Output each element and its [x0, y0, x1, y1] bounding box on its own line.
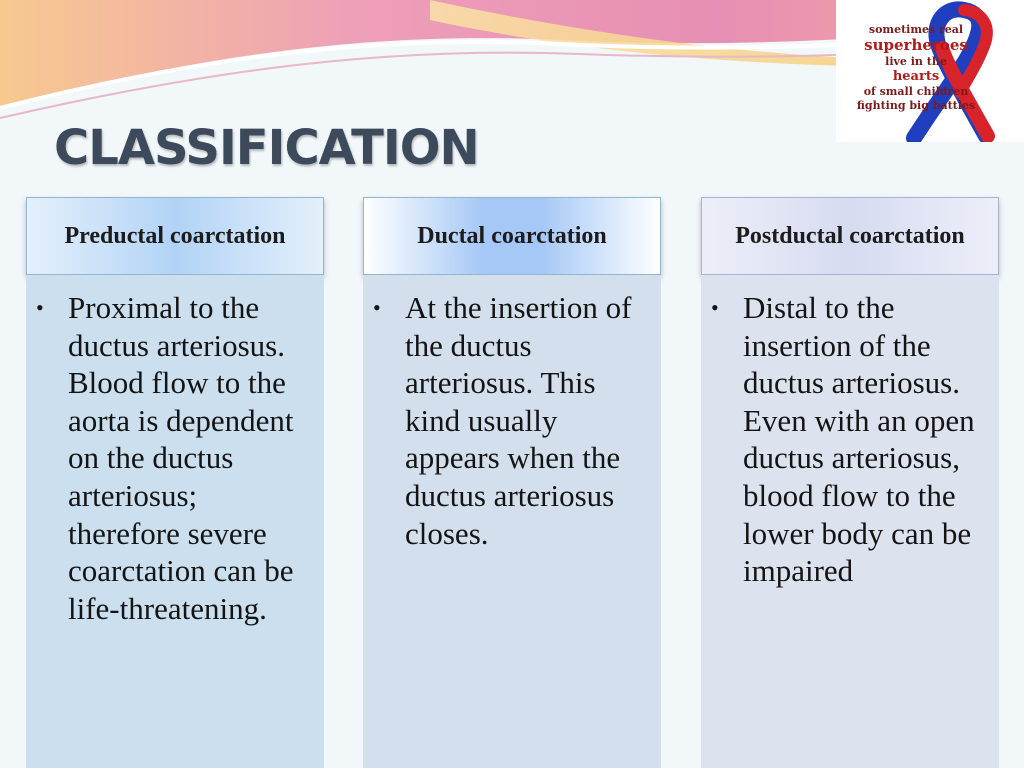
column-body-ductal	[363, 275, 661, 768]
bullet-icon: •	[373, 295, 381, 320]
logo-line-5: of small children	[863, 85, 969, 98]
column-preductal	[26, 197, 324, 768]
bullet-text-postductal: Distal to the insertion of the ductus arteriosus. Even with an open ductus arteriosus, blood flow to the lower body can be impaired	[743, 290, 975, 589]
logo-line-6: fighting big battles	[856, 99, 976, 112]
column-body-preductal	[26, 275, 324, 768]
slide-title: CLASSIFICATION	[54, 120, 479, 176]
logo-line-4: hearts	[892, 69, 940, 84]
column-body-postductal	[701, 275, 999, 768]
logo-line-2: superheroes	[864, 36, 968, 54]
column-postductal	[701, 197, 999, 768]
bullet-item	[373, 289, 651, 552]
logo-line-3: live in the	[885, 55, 947, 68]
bullet-item	[36, 289, 314, 627]
bullet-text-preductal: Proximal to the ductus arteriosus. Blood flow to the aorta is dependent on the ductus arteriosus; therefore severe coarctation can be life-threatening.	[68, 290, 294, 626]
logo-superheroes	[836, 0, 1024, 142]
bullet-text-ductal: At the insertion of the ductus arteriosus. This kind usually appears when the ductus arteriosus closes.	[405, 290, 632, 551]
column-ductal	[363, 197, 661, 768]
column-header-postductal: Postductal coarctation	[701, 197, 999, 275]
column-header-ductal: Ductal coarctation	[363, 197, 661, 275]
bullet-icon: •	[711, 295, 719, 320]
logo-line-1: sometimes real	[868, 23, 964, 36]
bullet-icon: •	[36, 295, 44, 320]
column-header-preductal: Preductal coarctation	[26, 197, 324, 275]
bullet-item	[711, 289, 989, 590]
